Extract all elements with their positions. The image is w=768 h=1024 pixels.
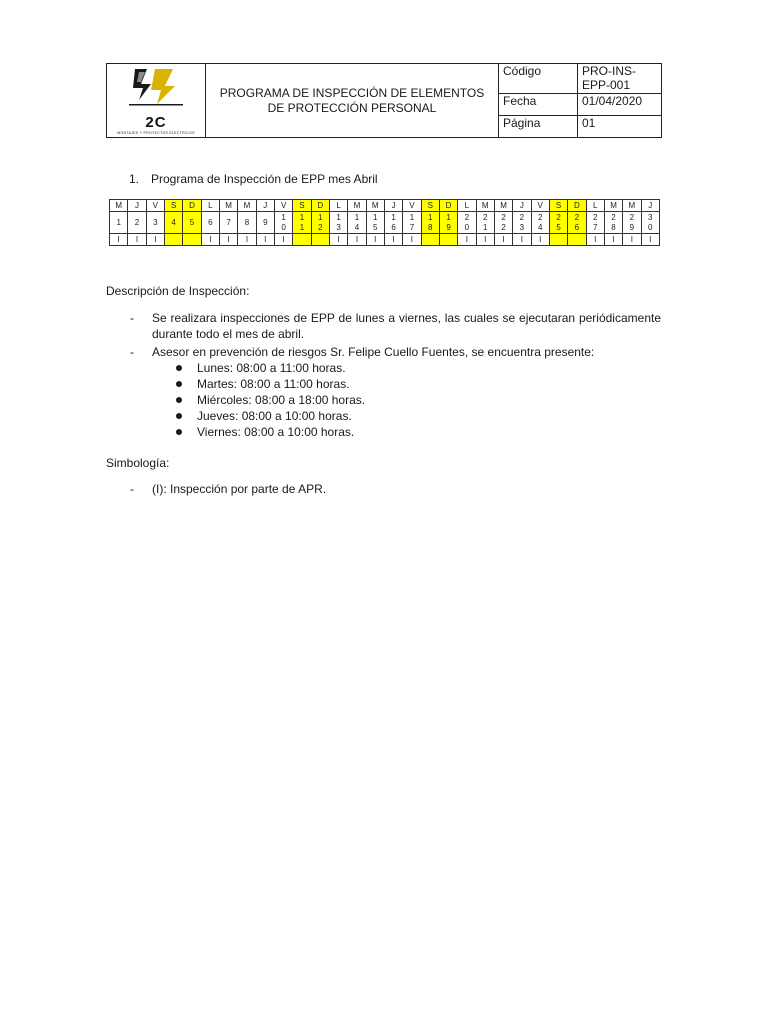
weekday-cell: D xyxy=(568,200,586,212)
day-number-cell: 1 2 xyxy=(311,212,329,234)
inspection-mark-cell: I xyxy=(256,234,274,246)
schedule-text: Martes: 08:00 a 11:00 horas. xyxy=(197,377,350,391)
inspection-mark-cell: I xyxy=(219,234,237,246)
inspection-mark-cell xyxy=(439,234,457,246)
day-number-cell: 2 5 xyxy=(549,212,567,234)
descripcion-item-text: Se realizara inspecciones de EPP de lunes a viernes, las cuales se ejecutaran periódicamente durante todo el mes de abril. xyxy=(152,311,661,341)
inspection-mark-cell xyxy=(421,234,439,246)
dash-marker: - xyxy=(130,345,134,359)
descripcion-item xyxy=(106,310,661,342)
inspection-mark-cell: I xyxy=(494,234,512,246)
day-number-cell: 1 9 xyxy=(439,212,457,234)
bullet-icon xyxy=(176,397,182,403)
inspection-mark-cell: I xyxy=(329,234,347,246)
bullet-icon xyxy=(176,429,182,435)
fecha-value: 01/04/2020 xyxy=(578,94,662,116)
bullet-icon xyxy=(176,381,182,387)
weekday-cell: M xyxy=(366,200,384,212)
inspection-mark-cell xyxy=(568,234,586,246)
logo-cell xyxy=(107,64,206,138)
day-number-cell: 2 4 xyxy=(531,212,549,234)
day-number-cell: 2 8 xyxy=(604,212,622,234)
weekday-cell: D xyxy=(439,200,457,212)
weekday-cell: J xyxy=(128,200,146,212)
weekday-cell: D xyxy=(183,200,201,212)
weekday-cell: V xyxy=(531,200,549,212)
schedule-text: Viernes: 08:00 a 10:00 horas. xyxy=(197,425,355,439)
day-number-cell: 9 xyxy=(256,212,274,234)
inspection-mark-cell: I xyxy=(641,234,659,246)
pagina-value: 01 xyxy=(578,116,662,138)
day-number-cell: 1 5 xyxy=(366,212,384,234)
weekday-cell: L xyxy=(201,200,219,212)
day-number-cell: 1 7 xyxy=(403,212,421,234)
pagina-label: Página xyxy=(499,116,578,138)
day-number-cell: 3 xyxy=(146,212,164,234)
inspection-mark-cell xyxy=(311,234,329,246)
inspection-mark-cell: I xyxy=(458,234,476,246)
inspection-mark-cell xyxy=(293,234,311,246)
inspection-mark-cell: I xyxy=(201,234,219,246)
weekday-cell: D xyxy=(311,200,329,212)
inspection-mark-cell: I xyxy=(476,234,494,246)
codigo-label: Código xyxy=(499,64,578,94)
document-header xyxy=(106,63,662,138)
day-number-cell: 2 7 xyxy=(586,212,604,234)
weekday-cell: V xyxy=(274,200,292,212)
fecha-label: Fecha xyxy=(499,94,578,116)
weekday-row xyxy=(110,200,660,212)
inspection-mark-cell xyxy=(183,234,201,246)
inspection-mark-cell: I xyxy=(403,234,421,246)
lightning-logo-icon xyxy=(121,66,191,116)
day-number-cell: 2 2 xyxy=(494,212,512,234)
weekday-cell: J xyxy=(513,200,531,212)
inspection-mark-row xyxy=(110,234,660,246)
day-number-row xyxy=(110,212,660,234)
inspection-mark-cell: I xyxy=(586,234,604,246)
descripcion-list xyxy=(106,310,661,440)
weekday-cell: S xyxy=(164,200,182,212)
inspection-mark-cell: I xyxy=(366,234,384,246)
schedule-item xyxy=(106,424,661,440)
simbologia-list xyxy=(106,481,661,497)
day-number-cell: 2 0 xyxy=(458,212,476,234)
inspection-calendar xyxy=(109,199,660,246)
weekday-cell: V xyxy=(146,200,164,212)
codigo-value: PRO-INS-EPP-001 xyxy=(578,64,662,94)
inspection-mark-cell xyxy=(164,234,182,246)
day-number-cell: 2 9 xyxy=(623,212,641,234)
inspection-mark-cell: I xyxy=(513,234,531,246)
day-number-cell: 1 xyxy=(110,212,128,234)
day-number-cell: 7 xyxy=(219,212,237,234)
schedule-item xyxy=(106,360,661,376)
dash-marker: - xyxy=(130,311,134,325)
day-number-cell: 5 xyxy=(183,212,201,234)
section-title: Programa de Inspección de EPP mes Abril xyxy=(151,172,378,186)
schedule-text: Jueves: 08:00 a 10:00 horas. xyxy=(197,409,352,423)
day-number-cell: 6 xyxy=(201,212,219,234)
weekday-cell: S xyxy=(421,200,439,212)
inspection-mark-cell: I xyxy=(146,234,164,246)
day-number-cell: 1 0 xyxy=(274,212,292,234)
simbologia-item-text: (I): Inspección por parte de APR. xyxy=(152,482,327,496)
weekday-cell: V xyxy=(403,200,421,212)
day-number-cell: 2 xyxy=(128,212,146,234)
day-number-cell: 4 xyxy=(164,212,182,234)
inspection-mark-cell: I xyxy=(348,234,366,246)
inspection-mark-cell: I xyxy=(274,234,292,246)
day-number-cell: 2 3 xyxy=(513,212,531,234)
document-title: PROGRAMA DE INSPECCIÓN DE ELEMENTOS DE PROTECCIÓN PERSONAL xyxy=(206,64,499,138)
schedule-text: Lunes: 08:00 a 11:00 horas. xyxy=(197,361,346,375)
weekday-cell: L xyxy=(458,200,476,212)
day-number-cell: 1 1 xyxy=(293,212,311,234)
inspection-mark-cell xyxy=(549,234,567,246)
logo-mark: 2C xyxy=(145,114,167,131)
inspection-mark-cell: I xyxy=(604,234,622,246)
weekday-cell: M xyxy=(110,200,128,212)
weekday-cell: J xyxy=(641,200,659,212)
weekday-cell: J xyxy=(384,200,402,212)
schedule-text: Miércoles: 08:00 a 18:00 horas. xyxy=(197,393,366,407)
schedule-item xyxy=(106,392,661,408)
weekday-cell: M xyxy=(494,200,512,212)
day-number-cell: 1 6 xyxy=(384,212,402,234)
day-number-cell: 2 6 xyxy=(568,212,586,234)
bullet-icon xyxy=(176,413,182,419)
day-number-cell: 1 4 xyxy=(348,212,366,234)
weekday-cell: M xyxy=(623,200,641,212)
simbologia-heading: Simbología: xyxy=(106,456,170,470)
weekday-cell: M xyxy=(604,200,622,212)
schedule-item xyxy=(106,376,661,392)
dash-marker: - xyxy=(130,482,134,496)
day-number-cell: 3 0 xyxy=(641,212,659,234)
inspection-mark-cell: I xyxy=(384,234,402,246)
weekday-cell: M xyxy=(219,200,237,212)
weekday-cell: M xyxy=(238,200,256,212)
section-number: 1. xyxy=(129,172,140,186)
section-heading xyxy=(129,172,378,186)
company-logo xyxy=(107,65,205,137)
descripcion-heading: Descripción de Inspección: xyxy=(106,284,250,298)
day-number-cell: 1 3 xyxy=(329,212,347,234)
day-number-cell: 8 xyxy=(238,212,256,234)
schedule-item xyxy=(106,408,661,424)
inspection-mark-cell: I xyxy=(110,234,128,246)
inspection-mark-cell: I xyxy=(531,234,549,246)
day-number-cell: 2 1 xyxy=(476,212,494,234)
descripcion-item-text: Asesor en prevención de riesgos Sr. Felipe Cuello Fuentes, se encuentra presente: xyxy=(152,345,595,359)
weekday-cell: M xyxy=(348,200,366,212)
day-number-cell: 1 8 xyxy=(421,212,439,234)
bullet-icon xyxy=(176,365,182,371)
weekday-cell: S xyxy=(293,200,311,212)
inspection-mark-cell: I xyxy=(623,234,641,246)
descripcion-item xyxy=(106,344,661,360)
logo-subtitle: MONTAJES Y PROYECTOS ELECTRICOS xyxy=(117,131,195,135)
weekday-cell: M xyxy=(476,200,494,212)
weekday-cell: S xyxy=(549,200,567,212)
weekday-cell: L xyxy=(586,200,604,212)
inspection-mark-cell: I xyxy=(238,234,256,246)
weekday-cell: J xyxy=(256,200,274,212)
inspection-mark-cell: I xyxy=(128,234,146,246)
simbologia-item xyxy=(106,481,661,497)
weekday-cell: L xyxy=(329,200,347,212)
